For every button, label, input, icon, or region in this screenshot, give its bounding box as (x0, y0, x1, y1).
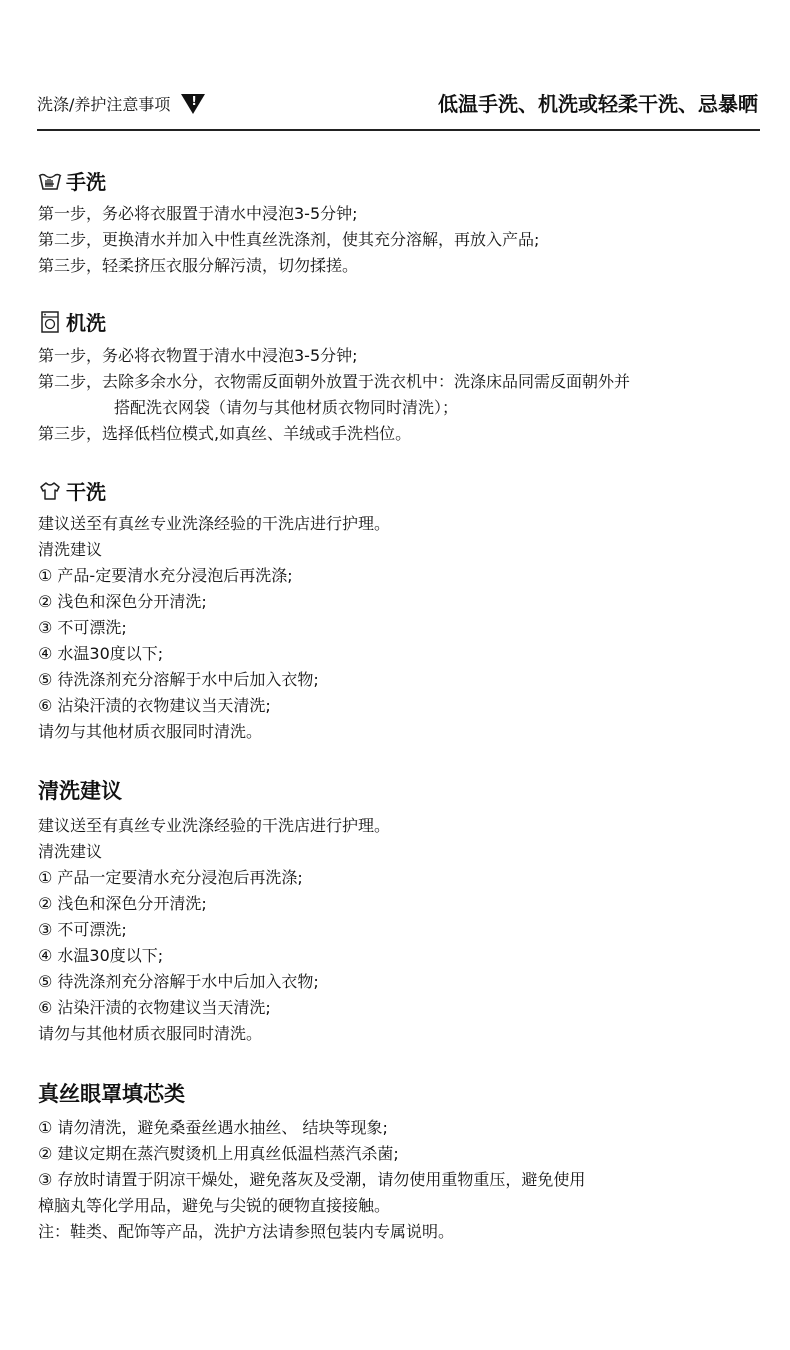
list-item: 清洗建议 (38, 540, 103, 559)
care-notes-label-group (37, 92, 205, 115)
list-item: 樟脑丸等化学用品，避免与尖锐的硬物直接接触。 (38, 1196, 391, 1215)
list-item: 清洗建议 (38, 842, 103, 861)
list-item: 注：鞋类、配饰等产品，洗护方法请参照包装内专属说明。 (38, 1222, 455, 1241)
list-item: 第二步，更换清水并加入中性真丝洗涤剂，使其充分溶解，再放入产品; (38, 230, 540, 249)
list-item: ⑥ 沾染汗渍的衣物建议当天清洗; (38, 696, 271, 715)
list-item: ② 浅色和深色分开清洗; (38, 592, 207, 611)
header-divider (37, 129, 760, 131)
list-item: ③ 不可漂洗; (38, 618, 127, 637)
list-item: ④ 水温30度以下; (38, 946, 164, 965)
list-item: 请勿与其他材质衣服同时清洗。 (38, 722, 263, 741)
eye-mask-section-title (38, 1078, 185, 1108)
list-item: 第三步，选择低档位模式,如真丝、羊绒或手洗档位。 (38, 424, 412, 443)
hand-wash-basin-icon (38, 169, 62, 193)
list-item: 第三步，轻柔挤压衣服分解污渍，切勿揉搓。 (38, 256, 359, 275)
list-item: ③ 不可漂洗; (38, 920, 127, 939)
eye-mask-notes (38, 1115, 585, 1245)
list-item: ① 产品一定要清水充分浸泡后再洗涤; (38, 868, 303, 887)
list-item: ⑤ 待洗涤剂充分溶解于水中后加入衣物; (38, 670, 319, 689)
list-item: 请勿与其他材质衣服同时清洗。 (38, 1024, 263, 1043)
list-item: 建议送至有真丝专业洗涤经验的干洗店进行护理。 (38, 514, 391, 533)
dry-clean-section-title (38, 476, 106, 505)
list-item: ② 建议定期在蒸汽熨烫机上用真丝低温档蒸汽杀菌; (38, 1144, 399, 1163)
list-item: ④ 水温30度以下; (38, 644, 164, 663)
list-item: 第一步，务必将衣服置于清水中浸泡3-5分钟; (38, 204, 358, 223)
care-summary-title: 低温手洗、机洗或轻柔干洗、忌暴晒 (438, 92, 758, 116)
machine-wash-section-title (38, 307, 106, 336)
list-item: ⑥ 沾染汗渍的衣物建议当天清洗; (38, 998, 271, 1017)
list-item: 第一步，务必将衣物置于清水中浸泡3-5分钟; (38, 346, 358, 365)
list-item: ② 浅色和深色分开清洗; (38, 894, 207, 913)
hand-wash-section-title (38, 166, 106, 195)
list-item: ③ 存放时请置于阴凉干燥处，避免落灰及受潮，请勿使用重物重压，避免使用 (38, 1170, 586, 1189)
list-item: 搭配洗衣网袋（请勿与其他材质衣物同时清洗）； (114, 398, 459, 417)
list-item: ① 产品-定要清水充分浸泡后再洗涤; (38, 566, 293, 585)
cleaning-advice-section-title (38, 775, 122, 805)
dry-clean-title: 干洗 (66, 480, 106, 504)
warning-triangle-icon: ! (181, 94, 205, 114)
care-notes-label: 洗涤/养护注意事项 (37, 95, 171, 114)
machine-wash-title: 机洗 (66, 311, 106, 335)
list-item: 建议送至有真丝专业洗涤经验的干洗店进行护理。 (38, 816, 391, 835)
hand-wash-title: 手洗 (66, 170, 106, 194)
list-item: ⑤ 待洗涤剂充分溶解于水中后加入衣物; (38, 972, 319, 991)
cleaning-advice-title: 清洗建议 (38, 779, 122, 803)
cleaning-advice-notes (38, 813, 390, 1047)
header-bar (37, 88, 760, 128)
dry-clean-notes (38, 511, 390, 745)
hand-wash-steps (38, 201, 539, 279)
machine-wash-steps (38, 343, 630, 447)
washing-machine-icon (38, 310, 62, 334)
dry-clean-shirt-icon (38, 479, 62, 503)
list-item: ① 请勿清洗，避免桑蚕丝遇水抽丝、 结块等现象; (38, 1118, 388, 1137)
eye-mask-title: 真丝眼罩填芯类 (38, 1082, 185, 1106)
list-item: 第二步，去除多余水分，衣物需反面朝外放置于洗衣机中：洗涤床品同需反面朝外并 (38, 372, 631, 391)
